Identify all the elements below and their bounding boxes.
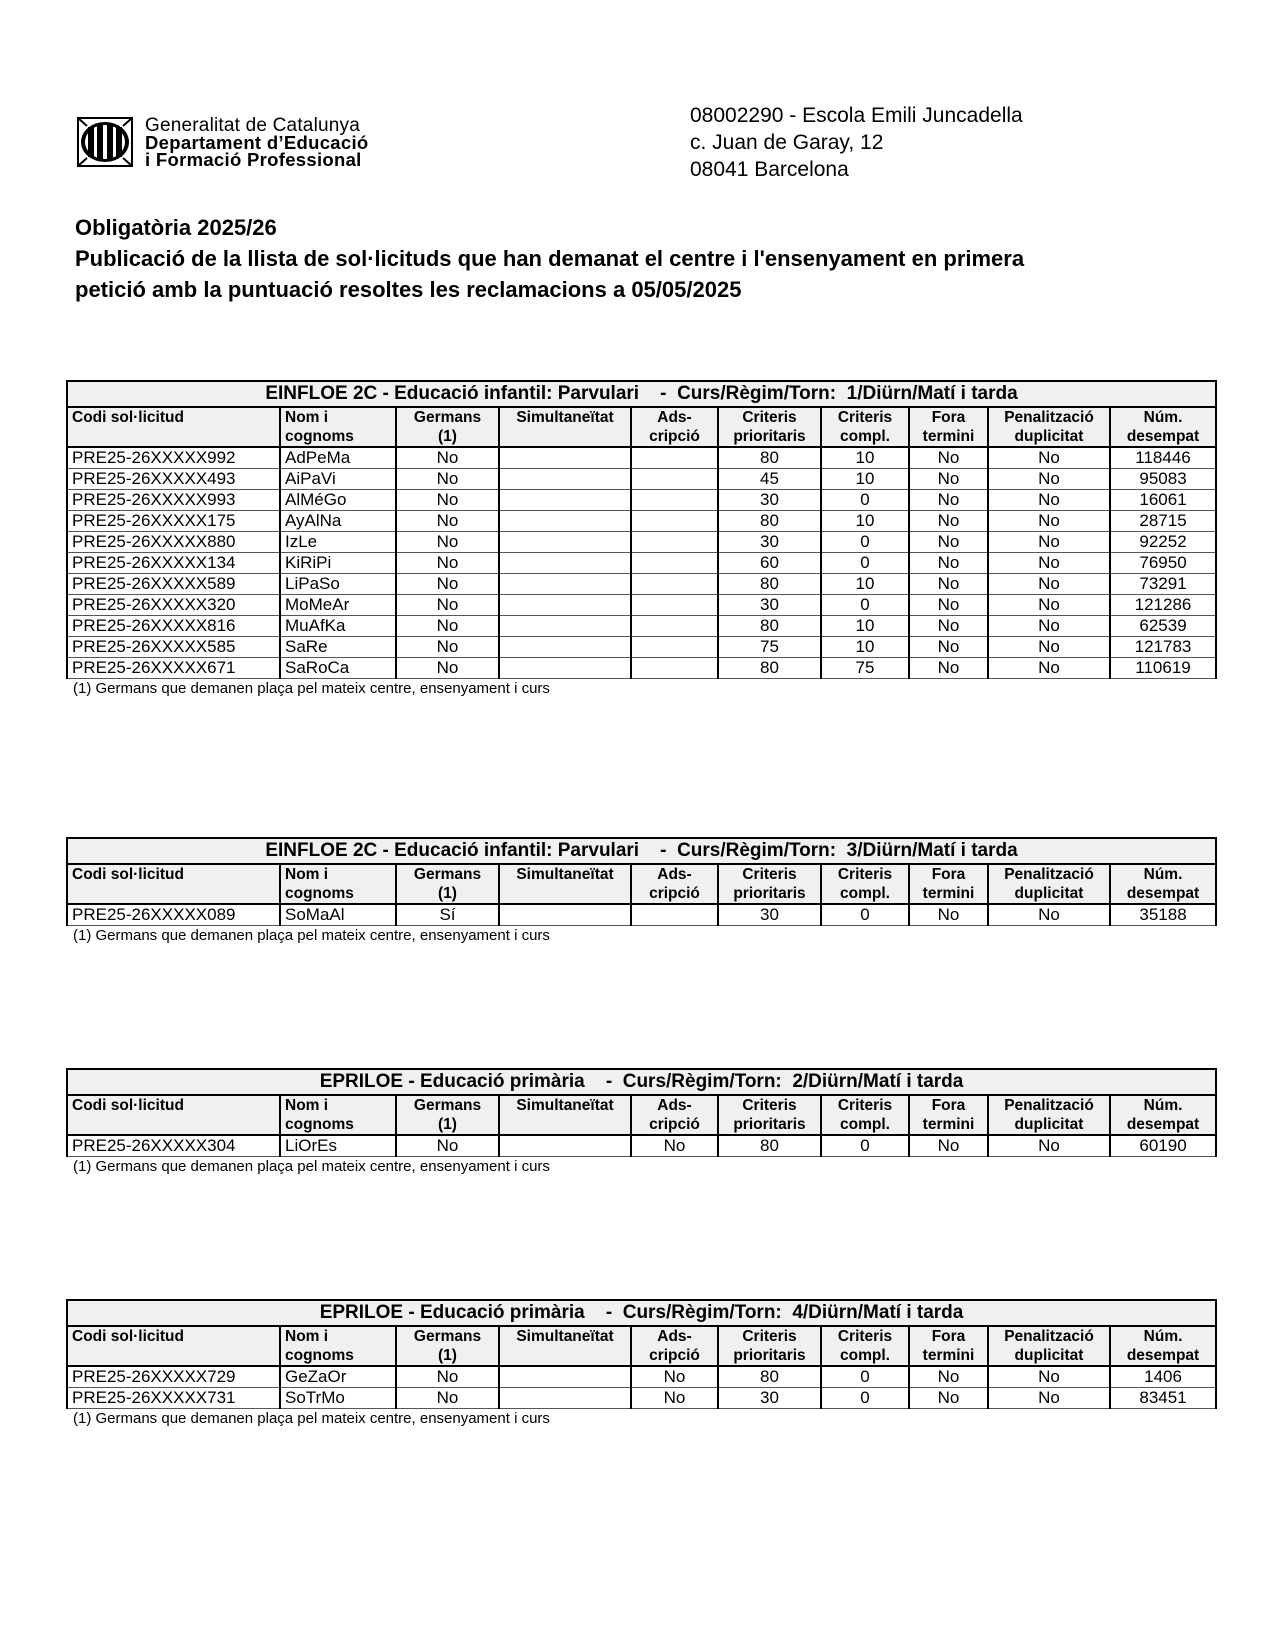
- table-cell: [631, 447, 718, 469]
- table-cell: 0: [821, 490, 909, 511]
- table-cell: [499, 1366, 631, 1388]
- table-row: [67, 574, 1216, 595]
- table-cell: No: [909, 1366, 988, 1388]
- table-cell: No: [396, 1135, 499, 1157]
- applications-table: [66, 380, 1217, 679]
- col-fora-termini: Fora termini: [909, 407, 988, 447]
- table-cell: No: [396, 616, 499, 637]
- table-section: [66, 837, 1215, 945]
- table-cell: No: [909, 616, 988, 637]
- title-year: Obligatòria 2025/26: [75, 215, 277, 240]
- table-cell: SaRoCa: [280, 658, 396, 679]
- table-cell: [499, 595, 631, 616]
- table-cell: 75: [718, 637, 821, 658]
- col-criteris-prioritaris: Criteris prioritaris: [718, 1326, 821, 1366]
- table-cell: 95083: [1110, 469, 1216, 490]
- table-row: [67, 904, 1216, 926]
- col-fora-termini: Fora termini: [909, 864, 988, 904]
- table-cell: No: [396, 1366, 499, 1388]
- table-cell: Sí: [396, 904, 499, 926]
- table-cell: 30: [718, 595, 821, 616]
- table-cell: AdPeMa: [280, 447, 396, 469]
- table-cell: 30: [718, 1388, 821, 1409]
- table-cell: PRE25-26XXXXX729: [67, 1366, 280, 1388]
- table-cell: No: [909, 511, 988, 532]
- table-cell: PRE25-26XXXXX880: [67, 532, 280, 553]
- col-adscripcio: Ads- cripció: [631, 1095, 718, 1135]
- table-cell: AlMéGo: [280, 490, 396, 511]
- table-cell: 0: [821, 1366, 909, 1388]
- table-row: [67, 490, 1216, 511]
- table-cell: No: [396, 1388, 499, 1409]
- table-row: [67, 658, 1216, 679]
- table-cell: No: [988, 1135, 1110, 1157]
- table-cell: 60: [718, 553, 821, 574]
- table-cell: 30: [718, 490, 821, 511]
- col-germans: Germans (1): [396, 1326, 499, 1366]
- table-cell: No: [631, 1366, 718, 1388]
- table-cell: [499, 553, 631, 574]
- table-cell: No: [396, 595, 499, 616]
- table-cell: No: [988, 447, 1110, 469]
- title-desc-2: petició amb la puntuació resoltes les reclamacions a 05/05/2025: [75, 277, 742, 302]
- table-cell: No: [909, 904, 988, 926]
- table-cell: AiPaVi: [280, 469, 396, 490]
- table-section: [66, 1299, 1215, 1428]
- table-cell: 80: [718, 658, 821, 679]
- table-cell: 10: [821, 616, 909, 637]
- table-cell: No: [396, 658, 499, 679]
- table-cell: 73291: [1110, 574, 1216, 595]
- table-row: [67, 532, 1216, 553]
- table-cell: PRE25-26XXXXX993: [67, 490, 280, 511]
- table-cell: No: [988, 532, 1110, 553]
- table-cell: No: [909, 1388, 988, 1409]
- table-cell: 35188: [1110, 904, 1216, 926]
- table-cell: PRE25-26XXXXX816: [67, 616, 280, 637]
- table-cell: [499, 532, 631, 553]
- logo-generalitat: Generalitat de Catalunya: [145, 114, 360, 136]
- table-cell: [499, 469, 631, 490]
- table-cell: [631, 511, 718, 532]
- table-cell: No: [396, 553, 499, 574]
- table-cell: 121286: [1110, 595, 1216, 616]
- table-row: [67, 595, 1216, 616]
- col-penalitzacio: Penalització duplicitat: [988, 1326, 1110, 1366]
- table-cell: 83451: [1110, 1388, 1216, 1409]
- table-cell: PRE25-26XXXXX089: [67, 904, 280, 926]
- col-criteris-compl: Criteris compl.: [821, 407, 909, 447]
- table-row: [67, 511, 1216, 532]
- table-cell: 45: [718, 469, 821, 490]
- school-city: 08041 Barcelona: [690, 158, 849, 181]
- table-cell: 80: [718, 574, 821, 595]
- col-germans: Germans (1): [396, 1095, 499, 1135]
- table-cell: PRE25-26XXXXX304: [67, 1135, 280, 1157]
- table-cell: 28715: [1110, 511, 1216, 532]
- col-num-desempat: Núm. desempat: [1110, 1095, 1216, 1135]
- col-nom: Nom i cognoms: [280, 864, 396, 904]
- col-criteris-prioritaris: Criteris prioritaris: [718, 864, 821, 904]
- table-cell: No: [909, 574, 988, 595]
- col-fora-termini: Fora termini: [909, 1095, 988, 1135]
- table-cell: GeZaOr: [280, 1366, 396, 1388]
- col-adscripcio: Ads- cripció: [631, 1326, 718, 1366]
- table-cell: 80: [718, 447, 821, 469]
- table-cell: No: [396, 490, 499, 511]
- table-cell: 80: [718, 1135, 821, 1157]
- table-cell: 118446: [1110, 447, 1216, 469]
- table-cell: No: [988, 595, 1110, 616]
- table-cell: No: [909, 595, 988, 616]
- table-cell: 10: [821, 637, 909, 658]
- table-cell: [499, 447, 631, 469]
- table-cell: No: [988, 904, 1110, 926]
- col-simultaneitat: Simultaneïtat: [499, 1095, 631, 1135]
- logo-department-2: i Formació Professional: [145, 148, 362, 170]
- header-logo: [77, 112, 477, 172]
- col-simultaneitat: Simultaneïtat: [499, 1326, 631, 1366]
- table-cell: No: [396, 511, 499, 532]
- table-cell: No: [909, 553, 988, 574]
- table-row: [67, 469, 1216, 490]
- table-cell: 60190: [1110, 1135, 1216, 1157]
- table-cell: SoMaAl: [280, 904, 396, 926]
- table-cell: [631, 490, 718, 511]
- table-cell: 80: [718, 511, 821, 532]
- applications-table: [66, 1299, 1217, 1409]
- table-cell: 0: [821, 553, 909, 574]
- table-row: [67, 1135, 1216, 1157]
- table-row: [67, 1388, 1216, 1409]
- table-cell: [499, 616, 631, 637]
- table-cell: No: [396, 637, 499, 658]
- table-cell: 10: [821, 469, 909, 490]
- col-germans: Germans (1): [396, 407, 499, 447]
- table-cell: 0: [821, 1388, 909, 1409]
- table-cell: 16061: [1110, 490, 1216, 511]
- col-adscripcio: Ads- cripció: [631, 407, 718, 447]
- table-cell: [631, 574, 718, 595]
- table-cell: [631, 553, 718, 574]
- table-cell: No: [988, 616, 1110, 637]
- col-num-desempat: Núm. desempat: [1110, 864, 1216, 904]
- table-cell: PRE25-26XXXXX589: [67, 574, 280, 595]
- table-cell: MuAfKa: [280, 616, 396, 637]
- table-cell: No: [396, 532, 499, 553]
- school-code-name: 08002290 - Escola Emili Juncadella: [690, 104, 1023, 127]
- title-desc-1: Publicació de la llista de sol·licituds que han demanat el centre i l'ensenyament en primera: [75, 246, 1025, 271]
- table-cell: 75: [821, 658, 909, 679]
- table-cell: [499, 637, 631, 658]
- table-cell: PRE25-26XXXXX320: [67, 595, 280, 616]
- table-cell: No: [909, 1135, 988, 1157]
- table-cell: 0: [821, 532, 909, 553]
- table-cell: 80: [718, 616, 821, 637]
- table-row: [67, 1366, 1216, 1388]
- col-codi: Codi sol·licitud: [67, 407, 280, 447]
- table-cell: [631, 616, 718, 637]
- col-num-desempat: Núm. desempat: [1110, 1326, 1216, 1366]
- col-criteris-compl: Criteris compl.: [821, 864, 909, 904]
- table-cell: LiPaSo: [280, 574, 396, 595]
- table-cell: [499, 490, 631, 511]
- table-caption: EINFLOE 2C - Educació infantil: Parvulari - Curs/Règim/Torn: 3/Diürn/Matí i tarda: [67, 838, 1216, 864]
- table-cell: [631, 532, 718, 553]
- school-address: c. Juan de Garay, 12: [690, 131, 884, 154]
- table-cell: No: [396, 469, 499, 490]
- col-codi: Codi sol·licitud: [67, 864, 280, 904]
- footnote: (1) Germans que demanen plaça pel mateix centre, ensenyament i curs: [73, 927, 550, 944]
- table-cell: No: [909, 532, 988, 553]
- table-cell: MoMeAr: [280, 595, 396, 616]
- col-codi: Codi sol·licitud: [67, 1095, 280, 1135]
- table-cell: 0: [821, 1135, 909, 1157]
- table-cell: 62539: [1110, 616, 1216, 637]
- col-nom: Nom i cognoms: [280, 1326, 396, 1366]
- school-info: [690, 102, 1023, 183]
- table-cell: [631, 904, 718, 926]
- table-cell: No: [631, 1388, 718, 1409]
- table-section: [66, 380, 1215, 698]
- table-caption: EPRILOE - Educació primària - Curs/Règim/Torn: 2/Diürn/Matí i tarda: [67, 1069, 1216, 1095]
- col-nom: Nom i cognoms: [280, 1095, 396, 1135]
- applications-table: [66, 1068, 1217, 1157]
- col-simultaneitat: Simultaneïtat: [499, 407, 631, 447]
- table-cell: [499, 511, 631, 532]
- table-cell: No: [988, 490, 1110, 511]
- table-cell: IzLe: [280, 532, 396, 553]
- col-penalitzacio: Penalització duplicitat: [988, 864, 1110, 904]
- table-cell: PRE25-26XXXXX992: [67, 447, 280, 469]
- table-section: [66, 1068, 1215, 1176]
- table-cell: No: [988, 574, 1110, 595]
- table-cell: 30: [718, 904, 821, 926]
- table-row: [67, 637, 1216, 658]
- table-cell: 0: [821, 904, 909, 926]
- table-cell: [499, 904, 631, 926]
- col-fora-termini: Fora termini: [909, 1326, 988, 1366]
- col-germans: Germans (1): [396, 864, 499, 904]
- table-cell: No: [396, 574, 499, 595]
- table-cell: No: [909, 490, 988, 511]
- col-simultaneitat: Simultaneïtat: [499, 864, 631, 904]
- table-cell: No: [909, 658, 988, 679]
- table-cell: 110619: [1110, 658, 1216, 679]
- table-cell: [499, 574, 631, 595]
- table-cell: No: [988, 658, 1110, 679]
- table-cell: 80: [718, 1366, 821, 1388]
- table-cell: No: [988, 1366, 1110, 1388]
- col-nom: Nom i cognoms: [280, 407, 396, 447]
- col-criteris-compl: Criteris compl.: [821, 1326, 909, 1366]
- table-cell: 0: [821, 595, 909, 616]
- table-cell: [631, 637, 718, 658]
- table-cell: KiRiPi: [280, 553, 396, 574]
- table-caption: EPRILOE - Educació primària - Curs/Règim/Torn: 4/Diürn/Matí i tarda: [67, 1300, 1216, 1326]
- table-cell: No: [909, 637, 988, 658]
- col-criteris-compl: Criteris compl.: [821, 1095, 909, 1135]
- table-cell: PRE25-26XXXXX493: [67, 469, 280, 490]
- col-codi: Codi sol·licitud: [67, 1326, 280, 1366]
- table-cell: PRE25-26XXXXX134: [67, 553, 280, 574]
- table-cell: PRE25-26XXXXX731: [67, 1388, 280, 1409]
- footnote: (1) Germans que demanen plaça pel mateix centre, ensenyament i curs: [73, 1410, 550, 1427]
- table-cell: No: [909, 447, 988, 469]
- table-cell: 10: [821, 447, 909, 469]
- table-cell: [499, 658, 631, 679]
- table-row: [67, 553, 1216, 574]
- table-row: [67, 616, 1216, 637]
- table-cell: SaRe: [280, 637, 396, 658]
- table-cell: LiOrEs: [280, 1135, 396, 1157]
- footnote: (1) Germans que demanen plaça pel mateix centre, ensenyament i curs: [73, 680, 550, 697]
- table-cell: [631, 658, 718, 679]
- table-cell: No: [909, 469, 988, 490]
- table-cell: PRE25-26XXXXX175: [67, 511, 280, 532]
- col-criteris-prioritaris: Criteris prioritaris: [718, 1095, 821, 1135]
- col-adscripcio: Ads- cripció: [631, 864, 718, 904]
- col-penalitzacio: Penalització duplicitat: [988, 407, 1110, 447]
- table-cell: 1406: [1110, 1366, 1216, 1388]
- table-cell: 121783: [1110, 637, 1216, 658]
- table-cell: [631, 469, 718, 490]
- logo-department: Departament d’Educació: [145, 131, 369, 153]
- table-cell: No: [988, 469, 1110, 490]
- table-cell: [631, 595, 718, 616]
- col-num-desempat: Núm. desempat: [1110, 407, 1216, 447]
- table-row: [67, 447, 1216, 469]
- table-cell: 30: [718, 532, 821, 553]
- table-cell: PRE25-26XXXXX671: [67, 658, 280, 679]
- table-cell: 10: [821, 574, 909, 595]
- table-cell: 10: [821, 511, 909, 532]
- catalonia-coat-of-arms-icon: [77, 114, 133, 170]
- col-penalitzacio: Penalització duplicitat: [988, 1095, 1110, 1135]
- table-cell: No: [988, 511, 1110, 532]
- table-cell: No: [396, 447, 499, 469]
- table-cell: 92252: [1110, 532, 1216, 553]
- table-cell: AyAlNa: [280, 511, 396, 532]
- table-cell: 76950: [1110, 553, 1216, 574]
- table-cell: No: [988, 1388, 1110, 1409]
- document-title: [75, 212, 1225, 305]
- table-cell: No: [988, 637, 1110, 658]
- table-caption: EINFLOE 2C - Educació infantil: Parvulari - Curs/Règim/Torn: 1/Diürn/Matí i tarda: [67, 381, 1216, 407]
- col-criteris-prioritaris: Criteris prioritaris: [718, 407, 821, 447]
- table-cell: No: [631, 1135, 718, 1157]
- table-cell: [499, 1135, 631, 1157]
- footnote: (1) Germans que demanen plaça pel mateix centre, ensenyament i curs: [73, 1158, 550, 1175]
- table-cell: SoTrMo: [280, 1388, 396, 1409]
- table-cell: No: [988, 553, 1110, 574]
- table-cell: PRE25-26XXXXX585: [67, 637, 280, 658]
- applications-table: [66, 837, 1217, 926]
- table-cell: [499, 1388, 631, 1409]
